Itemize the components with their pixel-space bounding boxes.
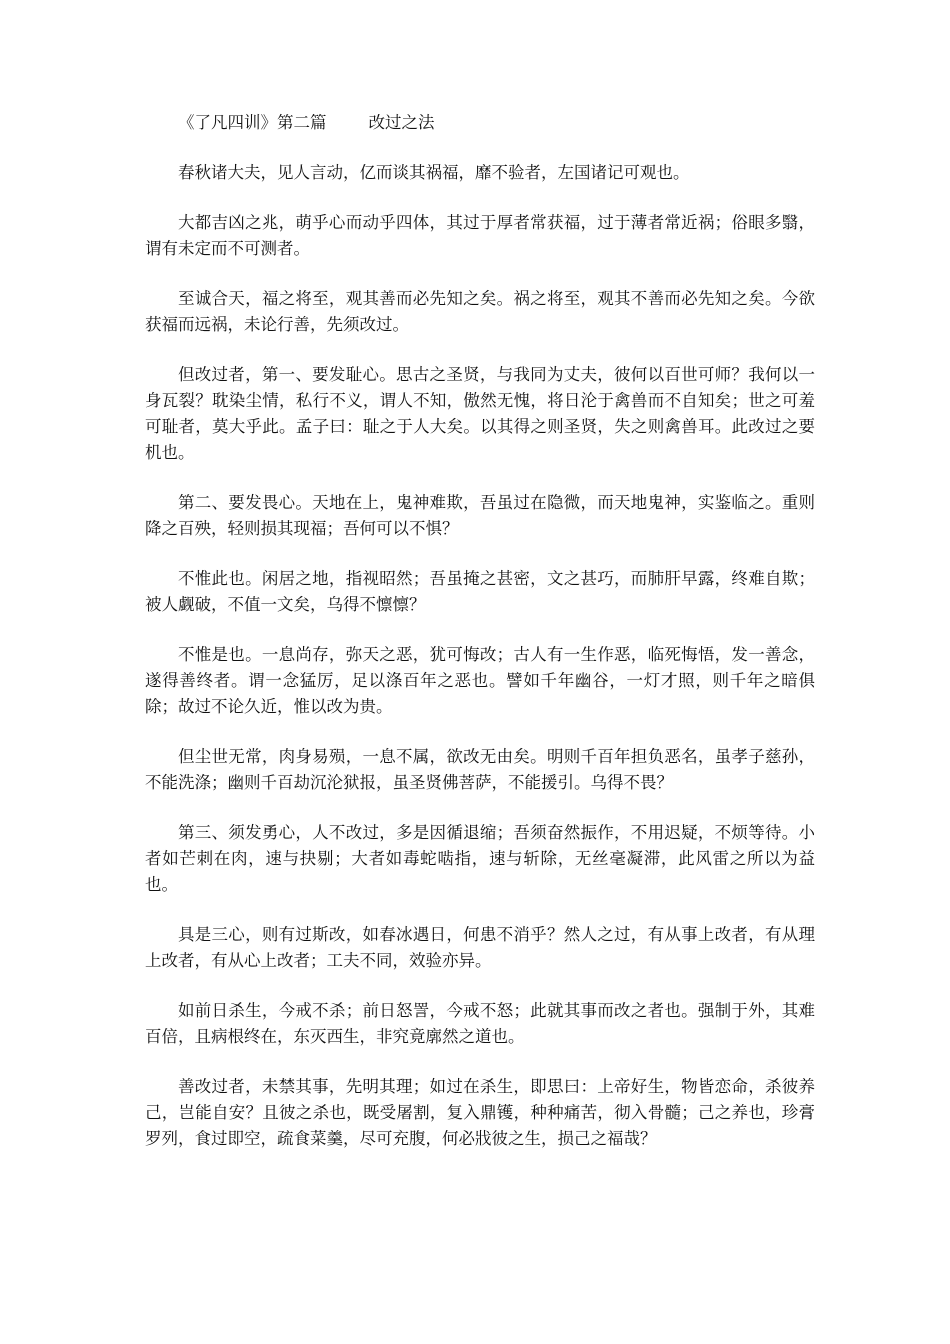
paragraph-9: 第三、须发勇心，人不改过，多是因循退缩；吾须奋然振作，不用迟疑，不烦等待。小者如芒刺在肉，速与抉剔；大者如毒蛇啮指，速与斩除，无丝毫凝滞，此风雷之所以为益也。 bbox=[145, 823, 815, 894]
paragraph-1: 春秋诸大夫，见人言动，亿而谈其祸福，靡不验者，左国诸记可观也。 bbox=[178, 163, 690, 182]
paragraph-3: 至诚合天，福之将至，观其善而必先知之矣。祸之将至，观其不善而必先知之矣。今欲获福而远祸，未论行善，先须改过。 bbox=[145, 289, 815, 334]
paragraph-2: 大都吉凶之兆，萌乎心而动乎四体，其过于厚者常获福，过于薄者常近祸；俗眼多翳，谓有未定而不可测者。 bbox=[145, 213, 815, 258]
document-body bbox=[145, 110, 815, 1176]
document-title: 《了凡四训》第二篇 改过之法 bbox=[178, 113, 435, 132]
paragraph-7: 不惟是也。一息尚存，弥天之恶，犹可悔改；古人有一生作恶，临死悔悟，发一善念，遂得善终者。谓一念猛厉，足以涤百年之恶也。譬如千年幽谷，一灯才照，则千年之暗俱除；故过不论久近，惟以改为贵。 bbox=[145, 645, 815, 716]
paragraph-5: 第二、要发畏心。天地在上，鬼神难欺，吾虽过在隐微，而天地鬼神，实鉴临之。重则降之百殃，轻则损其现福；吾何可以不惧？ bbox=[145, 493, 815, 538]
paragraph-10: 具是三心，则有过斯改，如春冰遇日，何患不消乎？然人之过，有从事上改者，有从理上改者，有从心上改者；工夫不同，效验亦异。 bbox=[145, 925, 815, 970]
paragraph-11: 如前日杀生，今戒不杀；前日怒詈，今戒不怒；此就其事而改之者也。强制于外，其难百倍，且病根终在，东灭西生，非究竟廓然之道也。 bbox=[145, 1001, 815, 1046]
paragraph-6: 不惟此也。闲居之地，指视昭然；吾虽掩之甚密，文之甚巧，而肺肝早露，终难自欺；被人觑破，不值一文矣，乌得不懔懔？ bbox=[145, 569, 815, 614]
paragraph-12: 善改过者，未禁其事，先明其理；如过在杀生，即思曰：上帝好生，物皆恋命，杀彼养己，岂能自安？且彼之杀也，既受屠割，复入鼎镬，种种痛苦，彻入骨髓；己之养也，珍膏罗列，食过即空，疏食菜羹，尽可充腹，何必戕彼之生，损己之福哉？ bbox=[145, 1077, 815, 1148]
paragraph-4: 但改过者，第一、要发耻心。思古之圣贤，与我同为丈夫，彼何以百世可师？我何以一身瓦裂？耽染尘情，私行不义，谓人不知，傲然无愧，将日沦于禽兽而不自知矣；世之可羞可耻者，莫大乎此。孟子曰：耻之于人大矣。以其得之则圣贤，失之则禽兽耳。此改过之要机也。 bbox=[145, 365, 815, 462]
paragraph-8: 但尘世无常，肉身易殒，一息不属，欲改无由矣。明则千百年担负恶名，虽孝子慈孙，不能洗涤；幽则千百劫沉沦狱报，虽圣贤佛菩萨，不能援引。乌得不畏？ bbox=[145, 747, 815, 792]
